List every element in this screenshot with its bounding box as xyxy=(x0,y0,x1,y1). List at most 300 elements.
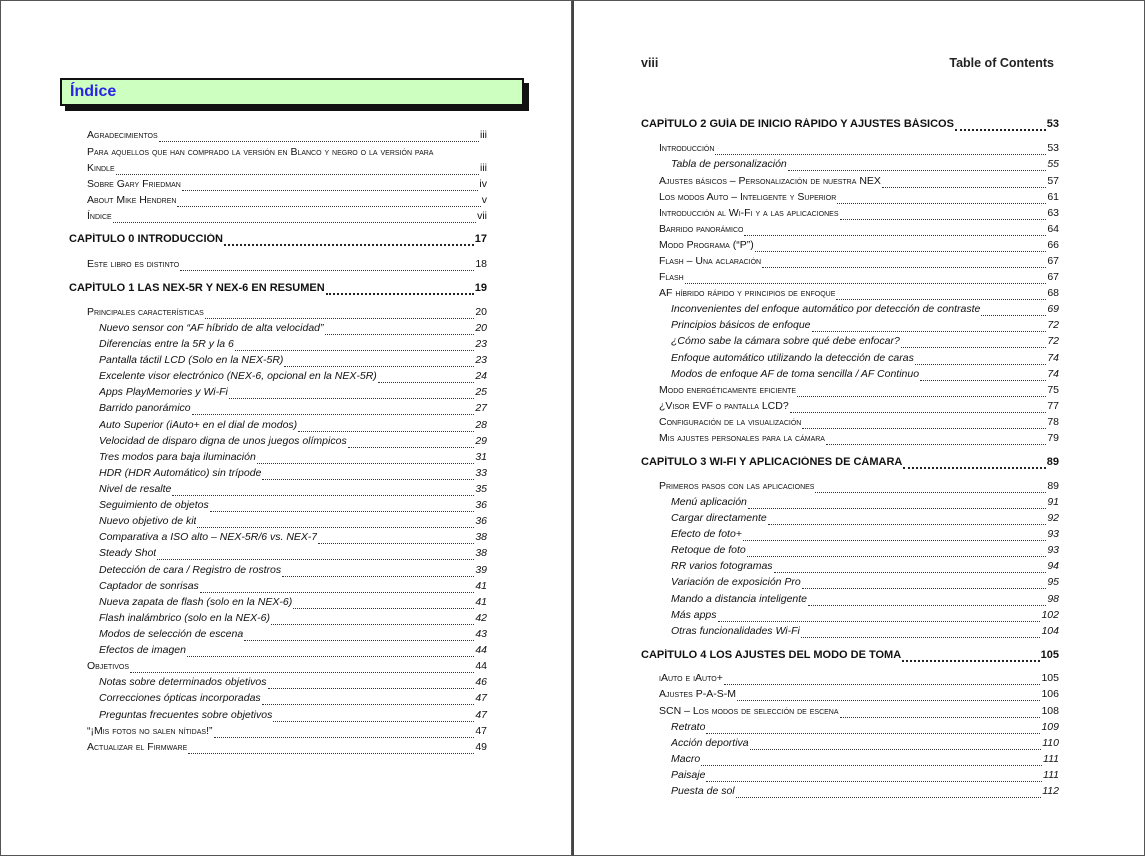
toc-entry xyxy=(659,223,1059,239)
toc-entry-title: Principales características xyxy=(87,306,204,318)
toc-entry xyxy=(659,384,1059,400)
toc-page-number: 20 xyxy=(475,306,487,318)
toc-entry xyxy=(87,210,487,226)
toc-entry-title: Configuración de la visualización xyxy=(659,416,802,428)
toc-page-number: 17 xyxy=(474,233,487,245)
dot-leader xyxy=(724,684,1041,685)
toc-entry xyxy=(659,432,1059,448)
toc-entry xyxy=(99,644,487,660)
toc-chapter-entry xyxy=(641,649,1059,665)
toc-entry-title: Modo Programa (“P”) xyxy=(659,239,754,251)
toc-entry xyxy=(87,258,487,274)
toc-entry xyxy=(99,402,487,418)
toc-entry xyxy=(99,692,487,708)
toc-page-number: 25 xyxy=(475,386,487,398)
dot-leader xyxy=(808,605,1046,606)
dot-leader xyxy=(318,543,474,544)
right-page xyxy=(572,0,1145,856)
toc-entry-title: Tabla de personalización xyxy=(671,158,787,170)
toc-page-number: 111 xyxy=(1043,769,1059,781)
toc-page-number: 75 xyxy=(1047,384,1059,396)
index-title-box xyxy=(60,78,524,106)
toc-page-number: 78 xyxy=(1047,416,1059,428)
toc-chapter-entry xyxy=(69,233,487,249)
toc-page-number: 47 xyxy=(475,709,487,721)
left-page xyxy=(0,0,572,856)
dot-leader xyxy=(214,737,475,738)
toc-page-number: 68 xyxy=(1047,287,1059,299)
dot-leader xyxy=(273,721,474,722)
dot-leader xyxy=(177,206,480,207)
dot-leader xyxy=(915,364,1046,365)
dot-leader xyxy=(685,283,1047,284)
toc-entry-title: Otras funcionalidades Wi-Fi xyxy=(671,625,800,637)
toc-entry xyxy=(671,625,1059,641)
dot-leader xyxy=(378,382,475,383)
toc-page-number: 41 xyxy=(475,580,487,592)
toc-entry xyxy=(87,306,487,322)
dot-leader xyxy=(826,444,1046,445)
toc-entry-title: Flash – Una aclaración xyxy=(659,255,762,267)
toc-entry-title: AF híbrido rápido y principios de enfoque xyxy=(659,287,836,299)
toc-entry-title: CAPÍTULO 1 LAS NEX-5R Y NEX-6 EN RESUMEN xyxy=(69,282,325,294)
dot-leader xyxy=(955,129,1046,131)
toc-page-number: 28 xyxy=(475,419,487,431)
dot-leader xyxy=(815,492,1046,493)
toc-page-number: 89 xyxy=(1046,456,1059,468)
toc-page-number: 57 xyxy=(1047,175,1059,187)
toc-page-number: 74 xyxy=(1047,368,1059,380)
dot-leader xyxy=(271,624,474,625)
toc-page-number: 35 xyxy=(475,483,487,495)
toc-entry-title: Preguntas frecuentes sobre objetivos xyxy=(99,709,273,721)
toc-page-number: 47 xyxy=(475,692,487,704)
toc-entry-title: Flash inalámbrico (solo en la NEX-6) xyxy=(99,612,270,624)
index-title: Índice xyxy=(70,83,117,100)
toc-page-number: 44 xyxy=(475,660,487,672)
toc-entry-title: Notas sobre determinados objetivos xyxy=(99,676,267,688)
toc-entry xyxy=(671,512,1059,528)
toc-page-number: 102 xyxy=(1041,609,1059,621)
toc-entry xyxy=(659,287,1059,303)
toc-entry-title: Kindle xyxy=(87,162,115,174)
toc-page-number: 93 xyxy=(1047,528,1059,540)
toc-entry xyxy=(659,416,1059,432)
toc-page-number: v xyxy=(481,194,487,206)
toc-entry-title: CAPÍTULO 2 GUÍA DE INICIO RÁPIDO Y AJUSTES BÁSICOS xyxy=(641,118,954,130)
dot-leader xyxy=(229,398,474,399)
dot-leader xyxy=(981,315,1046,316)
toc-entry xyxy=(671,303,1059,319)
toc-entry xyxy=(671,593,1059,609)
dot-leader xyxy=(736,797,1042,798)
toc-entry-title: Introducción al Wi-Fi y a las aplicaciones xyxy=(659,207,839,219)
toc-page-number: 61 xyxy=(1047,191,1059,203)
toc-entry xyxy=(99,322,487,338)
dot-leader xyxy=(718,621,1041,622)
toc-page-number: 109 xyxy=(1041,721,1059,733)
dot-leader xyxy=(197,527,474,528)
toc-entry-title: iAuto e iAuto+ xyxy=(659,672,723,684)
toc-page-number: 38 xyxy=(475,531,487,543)
toc-entry xyxy=(99,467,487,483)
toc-entry xyxy=(87,162,487,178)
toc-page-number: 49 xyxy=(475,741,487,753)
toc-page-number: 64 xyxy=(1047,223,1059,235)
page-folio: viii xyxy=(641,56,659,70)
toc-page-number: 33 xyxy=(475,467,487,479)
toc-entry-title: ¿Visor EVF o pantalla LCD? xyxy=(659,400,789,412)
toc-page-number: 67 xyxy=(1047,271,1059,283)
toc-page-number: 38 xyxy=(475,547,487,559)
toc-page-number: 18 xyxy=(475,258,487,270)
toc-entry-title: Steady Shot xyxy=(99,547,157,559)
toc-entry-title: Nuevo sensor con “AF híbrido de alta velocidad” xyxy=(99,322,324,334)
toc-entry xyxy=(659,688,1059,704)
toc-page-number: 20 xyxy=(475,322,487,334)
dot-leader xyxy=(920,380,1046,381)
dot-leader xyxy=(326,293,474,295)
dot-leader xyxy=(840,219,1047,220)
toc-entry xyxy=(671,528,1059,544)
dot-leader xyxy=(262,479,474,480)
dot-leader xyxy=(210,511,475,512)
toc-page-number: 47 xyxy=(475,725,487,737)
toc-entry xyxy=(659,271,1059,287)
toc-page-number: 24 xyxy=(475,370,487,382)
toc-page-number: vii xyxy=(477,210,487,222)
toc-entry xyxy=(99,709,487,725)
toc-entry xyxy=(87,178,487,194)
dot-leader xyxy=(790,412,1047,413)
toc-entry xyxy=(671,785,1059,801)
toc-chapter-entry xyxy=(69,282,487,298)
toc-entry xyxy=(87,741,487,757)
toc-page-number: 110 xyxy=(1042,737,1059,749)
toc-entry xyxy=(659,255,1059,271)
toc-entry-title: RR varios fotogramas xyxy=(671,560,773,572)
toc-entry xyxy=(659,142,1059,158)
toc-entry-title: Pantalla táctil LCD (Solo en la NEX-5R) xyxy=(99,354,284,366)
dot-leader xyxy=(797,396,1046,397)
dot-leader xyxy=(802,428,1046,429)
toc-entry-title: Mis ajustes personales para la cámara xyxy=(659,432,825,444)
toc-entry xyxy=(671,769,1059,785)
toc-entry xyxy=(87,660,487,676)
toc-entry-title: Captador de sonrisas xyxy=(99,580,199,592)
toc-page-number: iv xyxy=(479,178,487,190)
dot-leader xyxy=(802,588,1047,589)
dot-leader xyxy=(157,559,474,560)
toc-page-number: 104 xyxy=(1041,625,1059,637)
toc-page-number: 55 xyxy=(1047,158,1059,170)
dot-leader xyxy=(298,431,474,432)
toc-entry-title: Macro xyxy=(671,753,701,765)
toc-entry xyxy=(99,628,487,644)
toc-entry-title: CAPÍTULO 0 INTRODUCCIÓN xyxy=(69,233,223,245)
dot-leader xyxy=(192,414,475,415)
toc-entry xyxy=(99,451,487,467)
dot-leader xyxy=(284,366,474,367)
toc-entry-title: Acción deportiva xyxy=(671,737,749,749)
dot-leader xyxy=(325,334,475,335)
dot-leader xyxy=(747,556,1047,557)
toc-page-number: 66 xyxy=(1047,239,1059,251)
dot-leader xyxy=(812,331,1047,332)
toc-entry xyxy=(671,368,1059,384)
toc-entry xyxy=(99,499,487,515)
toc-entry-title: Detección de cara / Registro de rostros xyxy=(99,564,282,576)
toc-page-number: 23 xyxy=(475,338,487,350)
dot-leader xyxy=(882,187,1046,188)
toc-entry xyxy=(99,483,487,499)
toc-page-number: 105 xyxy=(1040,649,1059,661)
dot-leader xyxy=(715,154,1046,155)
toc-entry-title: CAPÍTULO 3 WI-FI Y APLICACIÓNES DE CÁMARA xyxy=(641,456,903,468)
dot-leader xyxy=(187,656,474,657)
toc-entry-title: Cargar directamente xyxy=(671,512,767,524)
toc-page-number: 77 xyxy=(1047,400,1059,412)
toc-page-number: 93 xyxy=(1047,544,1059,556)
toc-entry xyxy=(659,207,1059,223)
toc-page-number: 108 xyxy=(1041,705,1059,717)
toc-page-number: 43 xyxy=(475,628,487,640)
toc-entry-title: Sobre Gary Friedman xyxy=(87,178,181,190)
toc-page-number: 69 xyxy=(1047,303,1059,315)
dot-leader xyxy=(768,524,1047,525)
toc-entry-title: Barrido panorámico xyxy=(99,402,191,414)
toc-entry xyxy=(659,705,1059,721)
dot-leader xyxy=(788,170,1047,171)
toc-page-number: 39 xyxy=(475,564,487,576)
toc-entry-title: Flash xyxy=(659,271,684,283)
toc-entry-title: About Mike Hendren xyxy=(87,194,177,206)
toc-entry xyxy=(659,480,1059,496)
toc-page-number: 29 xyxy=(475,435,487,447)
toc-entry-title: Primeros pasos con las aplicaciones xyxy=(659,480,815,492)
dot-leader xyxy=(182,190,479,191)
toc-entry-title: CAPÍTULO 4 LOS AJUSTES DEL MODO DE TOMA xyxy=(641,649,902,661)
toc-entry xyxy=(659,400,1059,416)
toc-entry xyxy=(671,576,1059,592)
toc-page-number: 94 xyxy=(1047,560,1059,572)
dot-leader xyxy=(262,704,475,705)
toc-entry-title: Los modos Auto – Inteligente y Superior xyxy=(659,191,837,203)
toc-page-number: 112 xyxy=(1042,785,1059,797)
toc-entry-title: Modos de selección de escena xyxy=(99,628,244,640)
dot-leader xyxy=(750,749,1042,750)
toc-entry xyxy=(99,370,487,386)
toc-entry-title: Este libro es distinto xyxy=(87,258,180,270)
toc-entry-title: SCN – Los modos de selección de escena xyxy=(659,705,839,717)
toc-entry-title: Objetivos xyxy=(87,660,130,672)
toc-page-number: 79 xyxy=(1047,432,1059,444)
toc-entry-title: Modo energéticamente eficiente xyxy=(659,384,797,396)
toc-page-number: 31 xyxy=(475,451,487,463)
dot-leader xyxy=(840,717,1041,718)
dot-leader xyxy=(755,251,1047,252)
dot-leader xyxy=(901,347,1047,348)
toc-entry-title: Ajustes básicos – Personalización de nuestra NEX xyxy=(659,175,881,187)
toc-page-number: 46 xyxy=(475,676,487,688)
toc-entry-title: Índice xyxy=(87,210,112,222)
dot-leader xyxy=(235,350,474,351)
toc-entry xyxy=(671,158,1059,174)
toc-page-number: 63 xyxy=(1047,207,1059,219)
toc-entry xyxy=(671,352,1059,368)
toc-entry xyxy=(87,129,487,145)
toc-entry xyxy=(99,564,487,580)
toc-entry-title: Retoque de foto xyxy=(671,544,746,556)
toc-entry-title: Tres modos para baja iluminación xyxy=(99,451,256,463)
toc-entry xyxy=(671,496,1059,512)
toc-page-number: 41 xyxy=(475,596,487,608)
toc-entry-title: Agradecimientos xyxy=(87,129,158,141)
toc-entry-title: Principios básicos de enfoque xyxy=(671,319,811,331)
toc-entry-title: Retrato xyxy=(671,721,706,733)
dot-leader xyxy=(244,640,474,641)
toc-entry-title: Paisaje xyxy=(671,769,706,781)
toc-page-number: 53 xyxy=(1047,142,1059,154)
dot-leader xyxy=(744,235,1046,236)
dot-leader xyxy=(282,576,474,577)
toc-page-number: 92 xyxy=(1047,512,1059,524)
toc-entry xyxy=(99,596,487,612)
toc-entry-title: Barrido panorámico xyxy=(659,223,744,235)
toc-page-number: iii xyxy=(480,162,487,174)
toc-chapter-entry xyxy=(641,118,1059,134)
toc-page-number: 91 xyxy=(1047,496,1059,508)
dot-leader xyxy=(762,267,1046,268)
toc-entry-title: Modos de enfoque AF de toma sencilla / AF Continuo xyxy=(671,368,920,380)
dot-leader xyxy=(836,299,1046,300)
toc-page-number: 72 xyxy=(1047,319,1059,331)
toc-wrap-line: Para aquellos que han comprado la versión en Blanco y negro o la versión para xyxy=(87,146,434,158)
dot-leader xyxy=(130,672,474,673)
toc-entry-title: Apps PlayMemories y Wi-Fi xyxy=(99,386,228,398)
toc-entry-title: HDR (HDR Automático) sin trípode xyxy=(99,467,262,479)
toc-entry xyxy=(99,676,487,692)
dot-leader xyxy=(172,495,474,496)
toc-page-number: 27 xyxy=(475,402,487,414)
toc-entry-title: Comparativa a ISO alto – NEX-5R/6 vs. NEX-7 xyxy=(99,531,318,543)
toc-entry-title: Efectos de imagen xyxy=(99,644,186,656)
dot-leader xyxy=(348,447,475,448)
toc-entry xyxy=(659,239,1059,255)
dot-leader xyxy=(257,463,475,464)
toc-chapter-entry xyxy=(641,456,1059,472)
toc-page-number: 19 xyxy=(474,282,487,294)
dot-leader xyxy=(188,753,474,754)
toc-page-number: 67 xyxy=(1047,255,1059,267)
toc-entry xyxy=(99,354,487,370)
toc-entry-title: Nivel de resalte xyxy=(99,483,172,495)
toc-entry-title: Menú aplicación xyxy=(671,496,747,508)
toc-page-number: 36 xyxy=(475,499,487,511)
toc-entry-title: Actualizar el Firmware xyxy=(87,741,188,753)
toc-page-number: 36 xyxy=(475,515,487,527)
dot-leader xyxy=(116,174,479,175)
toc-entry xyxy=(99,515,487,531)
toc-page-number: 42 xyxy=(475,612,487,624)
dot-leader xyxy=(706,781,1042,782)
dot-leader xyxy=(224,244,474,246)
toc-page-number: 53 xyxy=(1046,118,1059,130)
toc-entry xyxy=(99,580,487,596)
dot-leader xyxy=(748,508,1046,509)
toc-entry-title: Inconvenientes del enfoque automático por detección de contraste xyxy=(671,303,981,315)
toc-entry xyxy=(671,560,1059,576)
toc-entry xyxy=(99,419,487,435)
toc-entry-title: Seguimiento de objetos xyxy=(99,499,209,511)
toc-page-number: 98 xyxy=(1047,593,1059,605)
toc-entry-title: Excelente visor electrónico (NEX-6, opcional en la NEX-5R) xyxy=(99,370,377,382)
toc-entry xyxy=(671,335,1059,351)
dot-leader xyxy=(902,660,1039,662)
toc-entry xyxy=(671,609,1059,625)
dot-leader xyxy=(180,270,474,271)
dot-leader xyxy=(837,203,1046,204)
dot-leader xyxy=(205,318,475,319)
toc-entry-title: Más apps xyxy=(671,609,717,621)
toc-entry-title: Correcciones ópticas incorporadas xyxy=(99,692,261,704)
toc-page-number: 95 xyxy=(1047,576,1059,588)
dot-leader xyxy=(268,688,475,689)
toc-entry-title: ¿Cómo sabe la cámara sobre qué debe enfocar? xyxy=(671,335,900,347)
toc-entry-title: Variación de exposición Pro xyxy=(671,576,801,588)
toc-entry xyxy=(99,435,487,451)
toc-entry-title: Ajustes P-A-S-M xyxy=(659,688,737,700)
toc-entry xyxy=(99,338,487,354)
toc-page-number: 44 xyxy=(475,644,487,656)
toc-page-number: 89 xyxy=(1047,480,1059,492)
toc-entry xyxy=(659,175,1059,191)
toc-page-number: 74 xyxy=(1047,352,1059,364)
toc-entry xyxy=(659,191,1059,207)
dot-leader xyxy=(737,700,1040,701)
toc-page-number: 23 xyxy=(475,354,487,366)
toc-entry xyxy=(87,725,487,741)
toc-entry-title: Nuevo objetivo de kit xyxy=(99,515,197,527)
dot-leader xyxy=(774,572,1047,573)
toc-entry-title: Nueva zapata de flash (solo en la NEX-6) xyxy=(99,596,293,608)
dot-leader xyxy=(293,608,474,609)
toc-page-number: 105 xyxy=(1041,672,1059,684)
toc-entry-title: Enfoque automático utilizando la detección de caras xyxy=(671,352,914,364)
toc-entry-title: Introducción xyxy=(659,142,715,154)
running-head: Table of Contents xyxy=(949,56,1054,70)
dot-leader xyxy=(113,222,476,223)
dot-leader xyxy=(743,540,1046,541)
toc-entry xyxy=(671,319,1059,335)
dot-leader xyxy=(903,467,1045,469)
toc-page-number: iii xyxy=(480,129,487,141)
toc-entry xyxy=(659,672,1059,688)
toc-entry-title: Mando a distancia inteligente xyxy=(671,593,808,605)
toc-entry-title: Efecto de foto+ xyxy=(671,528,742,540)
toc-entry-title: Auto Superior (iAuto+ en el dial de modos) xyxy=(99,419,298,431)
dot-leader xyxy=(159,141,479,142)
toc-page-number: 111 xyxy=(1043,753,1059,765)
dot-leader xyxy=(701,765,1042,766)
toc-entry xyxy=(99,531,487,547)
dot-leader xyxy=(801,637,1041,638)
dot-leader xyxy=(200,592,475,593)
toc-entry xyxy=(99,612,487,628)
toc-page-number: 106 xyxy=(1041,688,1059,700)
toc-entry xyxy=(671,544,1059,560)
toc-entry-title: Diferencias entre la 5R y la 6 xyxy=(99,338,234,350)
